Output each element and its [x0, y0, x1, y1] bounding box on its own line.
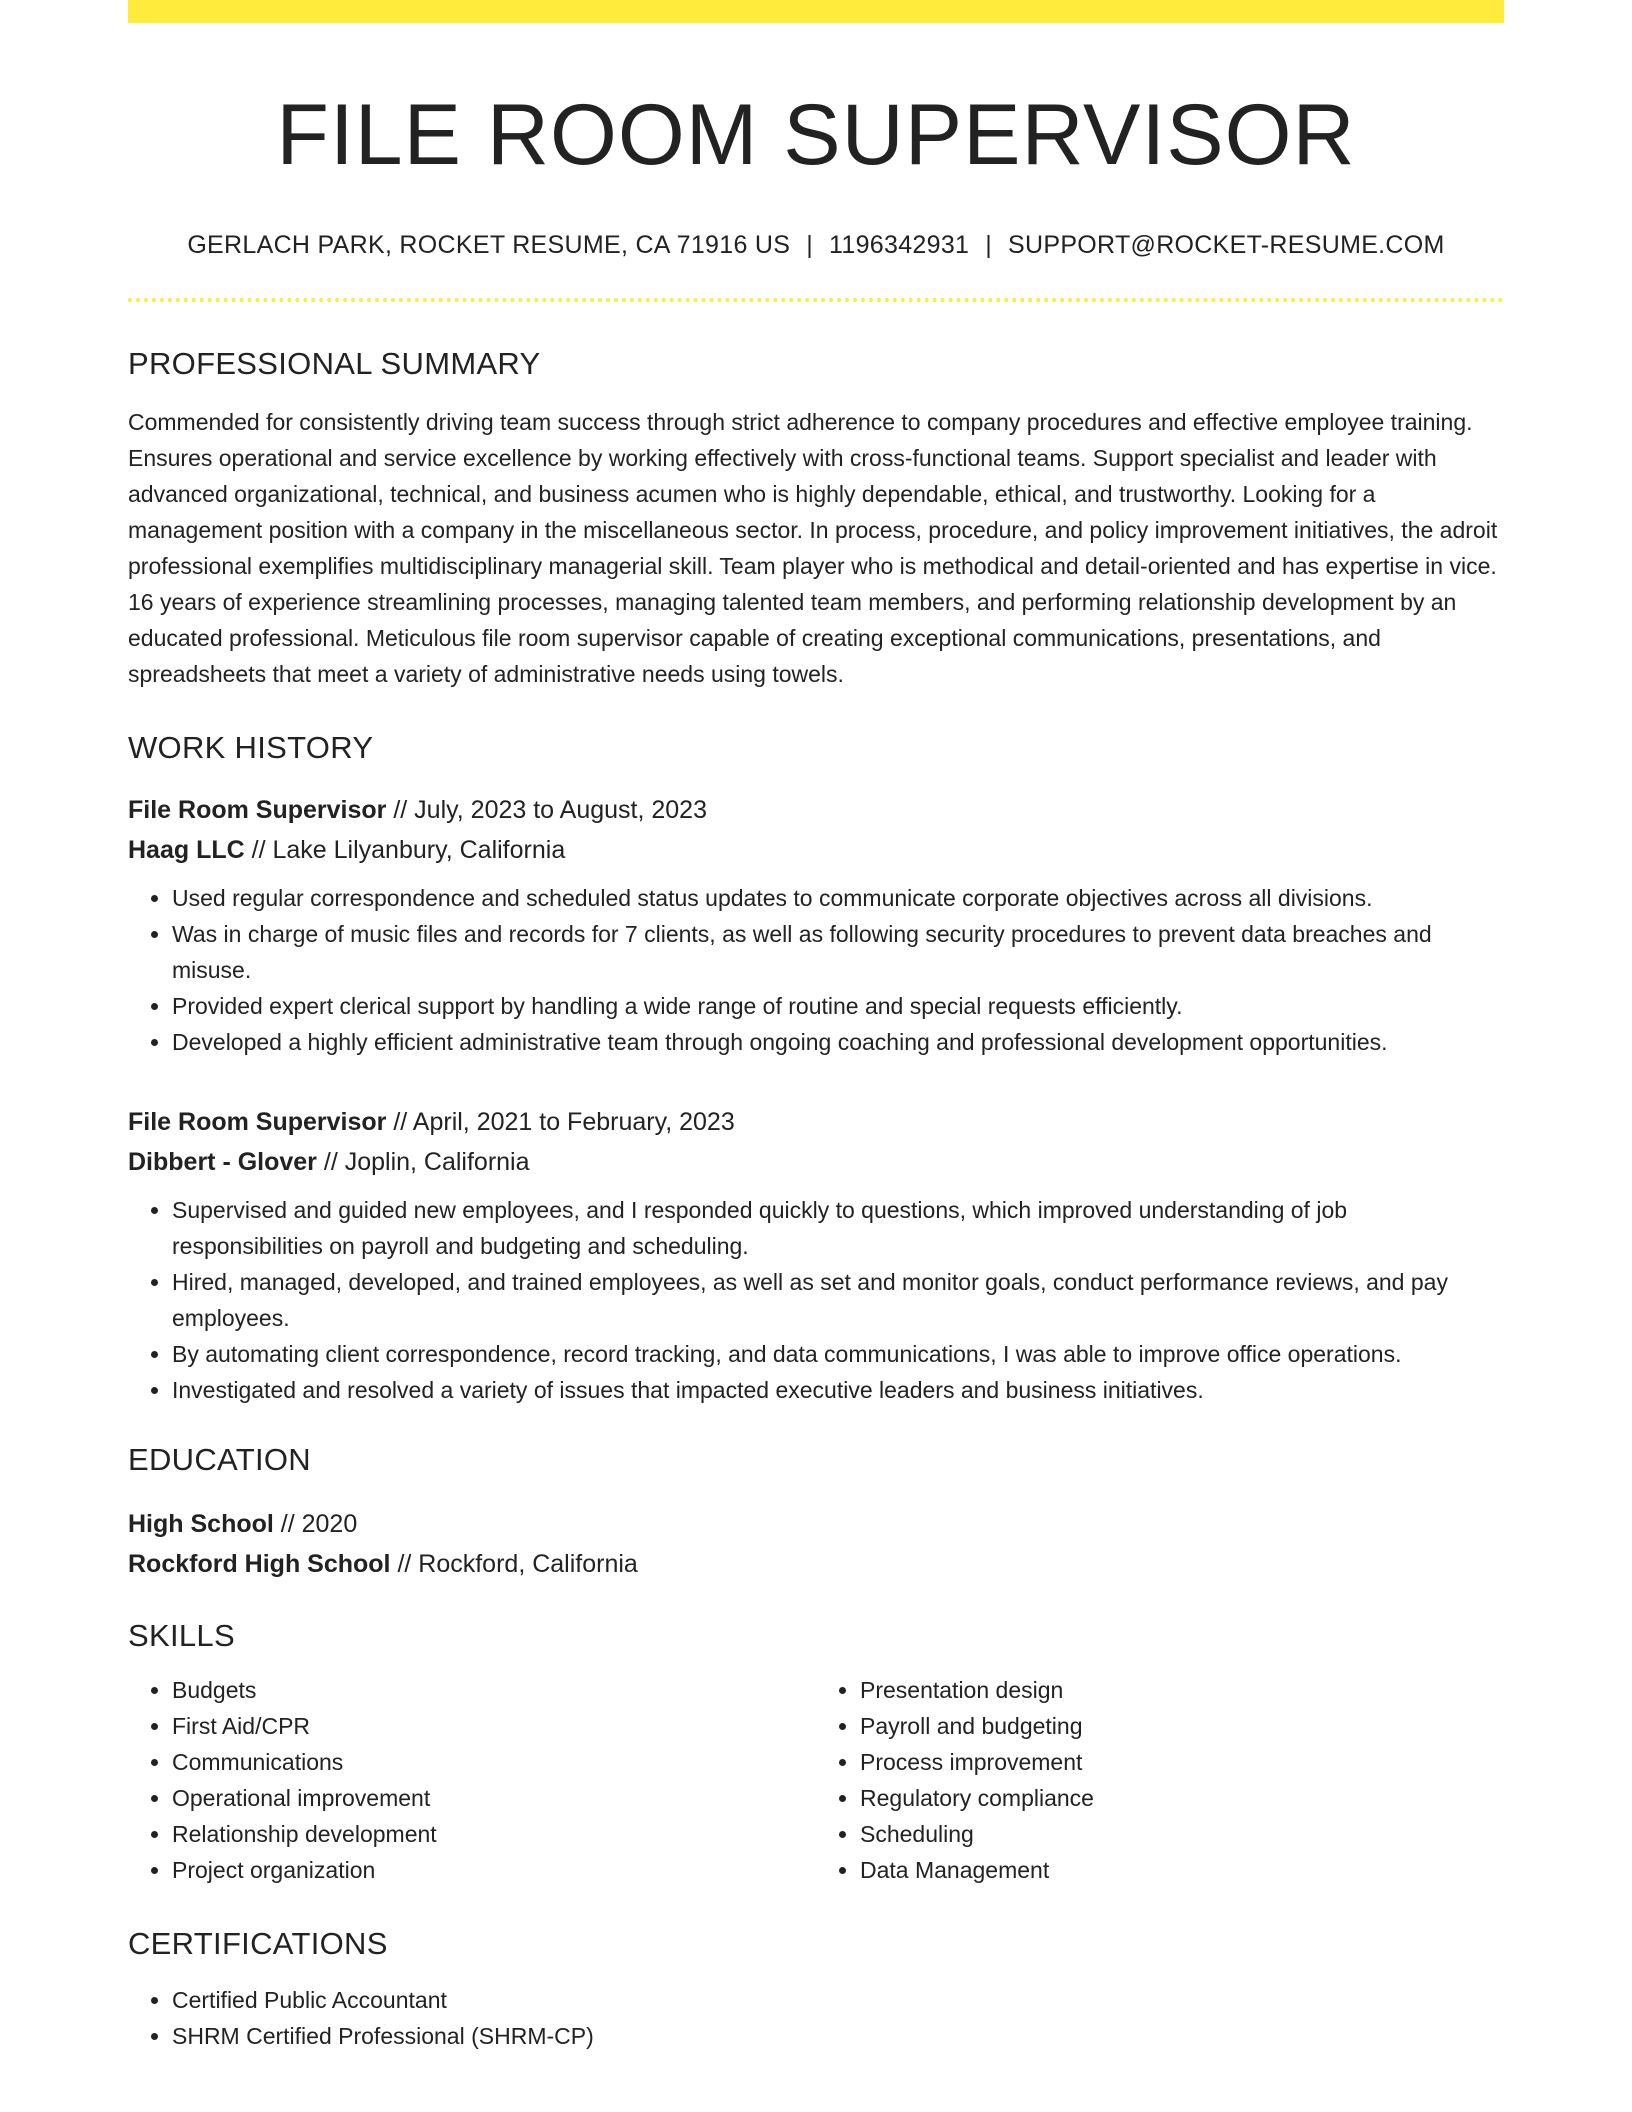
job-company: Dibbert - Glover: [128, 1147, 317, 1176]
resume-page: [128, 0, 1504, 2054]
job-entry: [128, 1102, 1504, 1408]
job-bullet: • Investigated and resolved a variety of issues that impacted executive leaders and business initiatives.: [172, 1372, 1504, 1408]
skills-list-left: [128, 1672, 816, 1888]
education-degree-line: [128, 1504, 1504, 1544]
job-role-line: [128, 1102, 1504, 1142]
work-history-heading: WORK HISTORY: [128, 729, 374, 765]
job-bullet: • Was in charge of music files and records for 7 clients, as well as following security procedures to prevent data breaches and misuse.: [172, 916, 1504, 988]
certifications-heading: CERTIFICATIONS: [128, 1925, 388, 1961]
skill-item: • Budgets: [172, 1672, 816, 1708]
job-company-line: [128, 830, 1504, 870]
dotted-divider: [128, 298, 1504, 302]
job-role-line: [128, 790, 1504, 830]
skill-item: • Process improvement: [860, 1744, 1504, 1780]
skill-item: • Communications: [172, 1744, 816, 1780]
job-bullet: • Developed a highly efficient administrative team through ongoing coaching and professional development opportunities.: [172, 1024, 1504, 1060]
contact-email: SUPPORT@ROCKET-RESUME.COM: [1008, 230, 1445, 259]
summary-heading: PROFESSIONAL SUMMARY: [128, 345, 541, 381]
job-role: File Room Supervisor: [128, 795, 387, 824]
skill-item: • Regulatory compliance: [860, 1780, 1504, 1816]
education-year: // 2020: [273, 1509, 358, 1538]
education-school-line: [128, 1544, 1504, 1584]
job-bullet-list: [128, 880, 1504, 1060]
education-entry: [128, 1504, 1504, 1584]
skill-item: • Presentation design: [860, 1672, 1504, 1708]
education-school: Rockford High School: [128, 1549, 391, 1578]
skill-item: • First Aid/CPR: [172, 1708, 816, 1744]
contact-separator: |: [806, 230, 814, 259]
certification-item: • SHRM Certified Professional (SHRM-CP): [172, 2018, 1504, 2054]
contact-separator: |: [985, 230, 993, 259]
skills-columns: [128, 1672, 1504, 1888]
skills-heading: SKILLS: [128, 1617, 235, 1653]
job-location: // Lake Lilyanbury, California: [244, 835, 566, 864]
skill-item: • Scheduling: [860, 1816, 1504, 1852]
contact-phone: 1196342931: [829, 230, 970, 259]
skills-list-right: [816, 1672, 1504, 1888]
contact-address: GERLACH PARK, ROCKET RESUME, CA 71916 US: [187, 230, 791, 259]
skill-item: • Payroll and budgeting: [860, 1708, 1504, 1744]
skill-item: • Project organization: [172, 1852, 816, 1888]
job-bullet: • Supervised and guided new employees, and I responded quickly to questions, which improved understanding of job responsibilities on payroll and budgeting and scheduling.: [172, 1192, 1504, 1264]
job-dates: // July, 2023 to August, 2023: [386, 795, 707, 824]
job-company: Haag LLC: [128, 835, 245, 864]
job-company-line: [128, 1142, 1504, 1182]
certification-item: • Certified Public Accountant: [172, 1982, 1504, 2018]
job-role: File Room Supervisor: [128, 1107, 387, 1136]
job-location: // Joplin, California: [316, 1147, 530, 1176]
job-bullet: • Provided expert clerical support by handling a wide range of routine and special requests efficiently.: [172, 988, 1504, 1024]
skill-item: • Relationship development: [172, 1816, 816, 1852]
certifications-list: [128, 1982, 1504, 2054]
education-degree: High School: [128, 1509, 274, 1538]
education-location: // Rockford, California: [390, 1549, 638, 1578]
job-bullet: • By automating client correspondence, record tracking, and data communications, I was able to improve office operations.: [172, 1336, 1504, 1372]
resume-name-title: FILE ROOM SUPERVISOR: [276, 87, 1356, 183]
skill-item: • Operational improvement: [172, 1780, 816, 1816]
contact-line: [128, 231, 1504, 260]
job-dates: // April, 2021 to February, 2023: [386, 1107, 735, 1136]
job-bullet-list: [128, 1192, 1504, 1408]
job-bullet: • Hired, managed, developed, and trained employees, as well as set and monitor goals, conduct performance reviews, and pay employees.: [172, 1264, 1504, 1336]
education-heading: EDUCATION: [128, 1441, 311, 1477]
certifications-section: [128, 1982, 1504, 2054]
skill-item: • Data Management: [860, 1852, 1504, 1888]
accent-top-bar: [128, 0, 1504, 23]
job-bullet: • Used regular correspondence and scheduled status updates to communicate corporate objectives across all divisions.: [172, 880, 1504, 916]
summary-text: Commended for consistently driving team success through strict adherence to company procedures and effective employee training. Ensures operational and service excellence by working effectively with cross-functional teams. Support specialist and leader with advanced organizational, technical, and business acumen who is highly dependable, ethical, and trustworthy. Looking for a management position with a company in the miscellaneous sector. In process, procedure, and policy improvement initiatives, the adroit professional exemplifies multidisciplinary managerial skill. Team player who is methodical and detail-oriented and has expertise in vice. 16 years of experience streamlining processes, managing talented team members, and performing relationship development by an educated professional. Meticulous file room supervisor capable of creating exceptional communications, presentations, and spreadsheets that meet a variety of administrative needs using towels.: [128, 408, 1498, 687]
job-entry: [128, 790, 1504, 1060]
